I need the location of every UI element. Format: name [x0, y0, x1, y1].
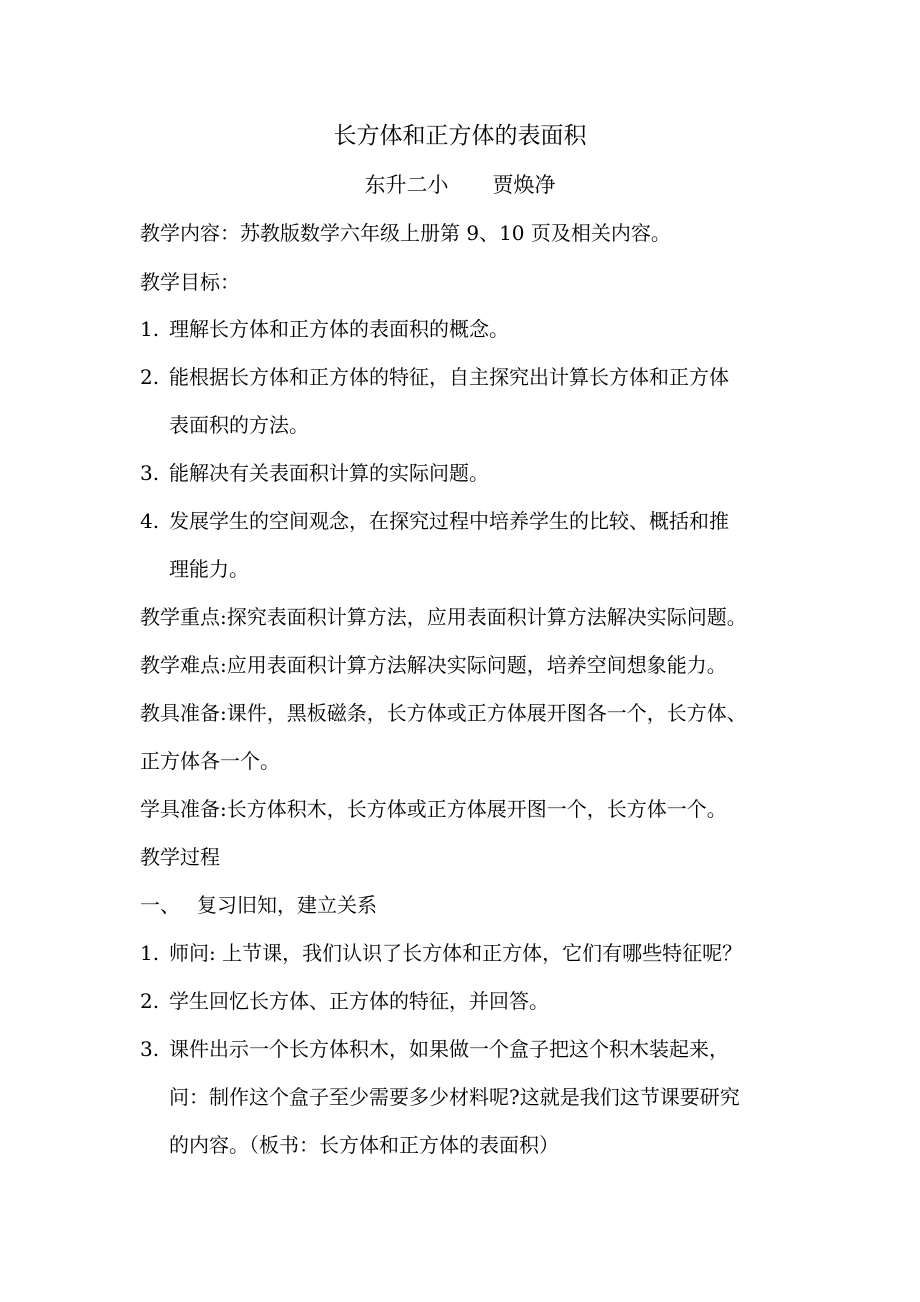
author-name: 贾焕净	[492, 173, 556, 197]
goal-number: 4.	[140, 509, 160, 533]
step-item	[140, 985, 549, 1017]
difficulty: 教学难点:应用表面积计算方法解决实际问题，培养空间想象能力。	[140, 653, 727, 677]
goal-item	[140, 457, 489, 489]
document-title: 长方体和正方体的表面积	[333, 123, 587, 149]
step-text: 课件出示一个长方体积木，如果做一个盒子把这个积木装起来，	[169, 1037, 729, 1061]
teaching-content: 教学内容：苏教版数学六年级上册第 9、10 页及相关内容。	[140, 221, 671, 245]
goal-item	[140, 313, 509, 345]
step-number: 2.	[140, 989, 160, 1013]
step-number: 3.	[140, 1037, 160, 1061]
goal-text: 发展学生的空间观念，在探究过程中培养学生的比较、概括和推	[169, 509, 729, 533]
step-text-continued: 问：制作这个盒子至少需要多少材料呢?这就是我们这节课要研究	[169, 1085, 740, 1109]
goal-number: 1.	[140, 317, 160, 341]
section-title: 复习旧知，建立关系	[197, 893, 377, 917]
author-line	[0, 168, 920, 202]
teacher-tools-continued: 正方体各一个。	[140, 749, 280, 773]
goal-item	[140, 505, 729, 537]
goals-heading: 教学目标：	[140, 270, 240, 294]
student-tools: 学具准备:长方体积木，长方体或正方体展开图一个，长方体一个。	[140, 797, 727, 821]
goal-text-continued: 理能力。	[169, 557, 249, 581]
section-heading	[140, 889, 377, 921]
goal-text: 理解长方体和正方体的表面积的概念。	[169, 317, 509, 341]
goal-text-continued: 表面积的方法。	[169, 413, 309, 437]
goal-text: 能根据长方体和正方体的特征，自主探究出计算长方体和正方体	[169, 365, 729, 389]
goal-item	[140, 361, 729, 393]
step-text: 师问: 上节课，我们认识了长方体和正方体，它们有哪些特征呢？	[169, 941, 743, 965]
key-point: 教学重点:探究表面积计算方法，应用表面积计算方法解决实际问题。	[140, 605, 747, 629]
goal-text: 能解决有关表面积计算的实际问题。	[169, 461, 489, 485]
goal-number: 2.	[140, 365, 160, 389]
step-text-continued: 的内容。（板书：长方体和正方体的表面积）	[169, 1133, 559, 1157]
process-heading: 教学过程	[140, 845, 220, 869]
step-text: 学生回忆长方体、正方体的特征，并回答。	[169, 989, 549, 1013]
section-number: 一、	[140, 893, 180, 917]
school-name: 东升二小	[364, 173, 449, 197]
goal-number: 3.	[140, 461, 160, 485]
step-item	[140, 1033, 729, 1065]
step-number: 1.	[140, 941, 160, 965]
teacher-tools: 教具准备:课件，黑板磁条，长方体或正方体展开图各一个，长方体、	[140, 701, 747, 725]
step-item	[140, 937, 742, 969]
